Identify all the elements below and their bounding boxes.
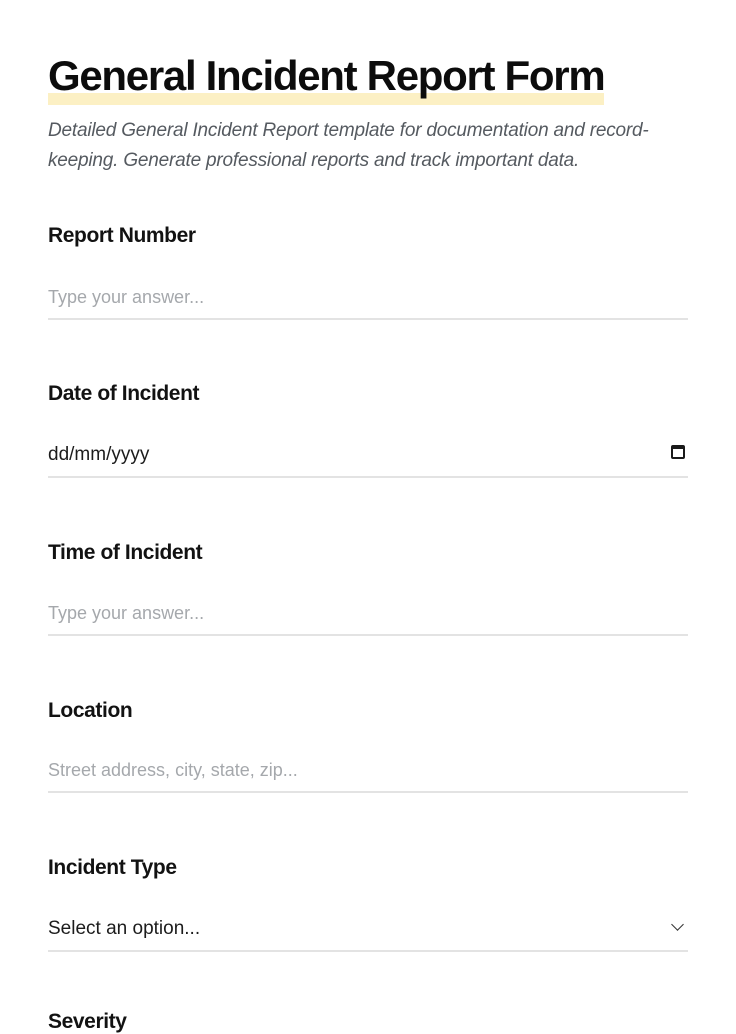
page-title: General Incident Report Form xyxy=(48,52,605,99)
location-field xyxy=(48,698,688,724)
date-placeholder: dd/mm/yyyy xyxy=(48,444,150,465)
incident-type-select[interactable] xyxy=(48,910,688,952)
time-of-incident-input[interactable] xyxy=(48,594,688,632)
form-description: Detailed General Incident Report template for documentation and record-keeping. Generate professional reports and track important data. xyxy=(48,120,649,171)
report-number-label: Report Number xyxy=(48,224,196,247)
date-of-incident-input[interactable] xyxy=(48,436,688,478)
time-of-incident-label: Time of Incident xyxy=(48,541,203,564)
calendar-icon[interactable] xyxy=(671,445,685,459)
location-control xyxy=(48,751,688,793)
time-of-incident-control xyxy=(48,594,688,636)
incident-type-selected: Select an option... xyxy=(48,918,201,939)
location-label: Location xyxy=(48,699,133,722)
title-block xyxy=(48,52,604,100)
report-number-control xyxy=(48,278,688,320)
date-of-incident-label: Date of Incident xyxy=(48,382,200,405)
date-of-incident-field xyxy=(48,381,688,465)
time-of-incident-field xyxy=(48,540,688,566)
incident-type-field xyxy=(48,855,688,939)
chevron-down-icon[interactable] xyxy=(671,918,684,931)
report-number-input[interactable] xyxy=(48,278,688,316)
incident-type-label: Incident Type xyxy=(48,856,177,879)
location-input[interactable] xyxy=(48,751,688,789)
severity-label: Severity xyxy=(48,1010,127,1033)
report-number-field xyxy=(48,223,688,249)
